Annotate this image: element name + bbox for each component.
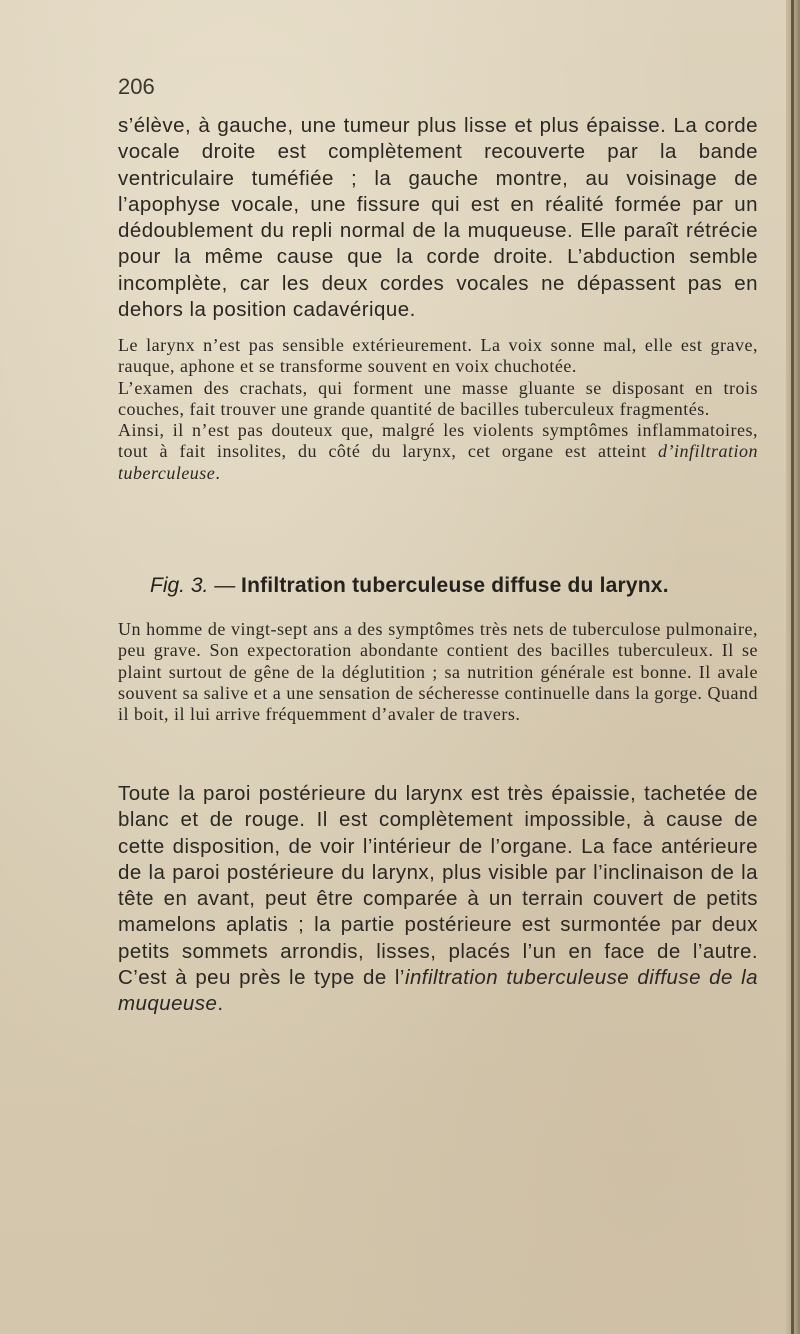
final-italic: infiltration tuberculeuse diffuse de la muqueuse [118, 966, 758, 1016]
final-text: Toute la paroi postérieure du larynx est très épaissie, tachetée de blanc et de rouge. Il est complètement impossible, à cause de cette disposition, de voir l’intérieur de l’organe. La face antérieure de la paroi postérieure du larynx, plus visible par l’inclinaison de la tête en avant, peut être comparée à un terrain couvert de petits mamelons aplatis ; la partie postérieure est surmontée par deux petits sommets arrondis, lisses, placés l’un en face de l’autre. C’est à peu près le type de l’ [118, 782, 758, 990]
figure-separator: — [208, 574, 242, 597]
figure-caption [150, 574, 760, 598]
conclusion-italic: d’infiltration tuberculeuse [118, 441, 758, 483]
conclusion-text: Ainsi, il n’est pas douteux que, malgré les violents symptômes inflammatoires, tout à fait insolites, du côté du larynx, cet organe est atteint [118, 420, 758, 462]
figure-title: Infiltration tuberculeuse diffuse du larynx. [241, 574, 669, 597]
final-end: . [217, 992, 224, 1016]
case-paragraph-text: Un homme de vingt-sept ans a des symptômes très nets de tuberculose pulmonaire, peu grave. Son expectoration abondante contient des bacilles tuberculeux. Il se plaint surtout de gêne de la déglutition ; sa nutrition générale est bonne. Il avale souvent sa salive et a une sensation de sécheresse continuelle dans la gorge. Quand il boit, il lui arrive fréquemment d’avaler de travers. [118, 619, 758, 725]
small-text-section [118, 335, 758, 484]
conclusion-end: . [215, 462, 221, 483]
paragraph-conclusion [118, 420, 758, 484]
paragraph-intro-text: s’élève, à gauche, une tumeur plus lisse et plus épaisse. La corde vocale droite est complètement recouverte par la bande ventriculaire tuméfiée ; la gauche montre, au voisinage de l’apophyse vocale, une fissure qui est en réalité formée par un dédoublement du repli normal de la muqueuse. Elle paraît rétrécie pour la même cause que la corde droite. L’abduction semble incomplète, car les deux cordes vocales ne dépassent pas en dehors la position cadavérique. [118, 114, 758, 322]
paragraph-sputum: L’examen des crachats, qui forment une masse gluante se disposant en trois couches, fait trouver une grande quantité de bacilles tuberculeux fragmentés. [118, 377, 758, 419]
paragraph-intro [118, 113, 758, 323]
figure-label: Fig. 3. [150, 574, 209, 597]
case-paragraph [118, 619, 758, 725]
binding-shadow [791, 0, 794, 1334]
paragraph-larynx-voice: Le larynx n’est pas sensible extérieurement. La voix sonne mal, elle est grave, rauque, aphone et se transforme souvent en voix chuchotée. [118, 335, 758, 377]
page-number: 206 [118, 74, 155, 99]
paragraph-final [118, 781, 758, 1018]
